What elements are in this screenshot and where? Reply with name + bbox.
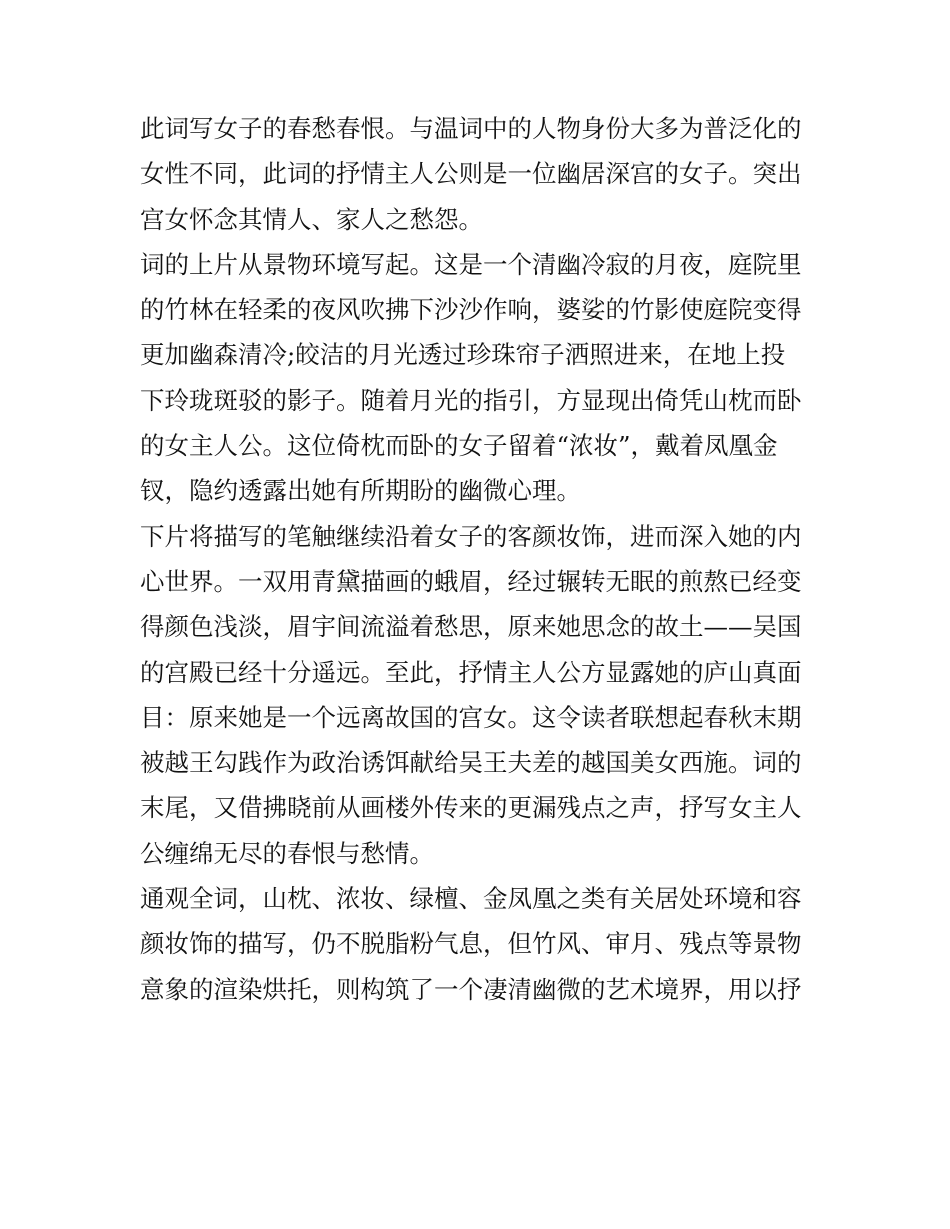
text-line: 意象的渲染烘托，则构筑了一个凄清幽微的艺术境界，用以抒 [140,974,802,1004]
text-line: 末尾，又借拂晓前从画楼外传来的更漏残点之声，抒写女主人 [140,793,802,823]
text-line: 下玲珑斑驳的影子。随着月光的指引，方显现出倚凭山枕而卧 [140,385,802,415]
text-line: 通观全词，山枕、浓妆、绿檀、金凤凰之类有关居处环境和容 [140,884,802,914]
text-line: 的竹林在轻柔的夜风吹拂下沙沙作响，婆娑的竹影使庭院变得 [140,295,802,325]
text-line: 目：原来她是一个远离故国的宫女。这令读者联想起春秋末期 [140,702,802,732]
text-line: 此词写女子的春愁春恨。与温词中的人物身份大多为普泛化的 [140,114,802,143]
text-line: 公缠绵无尽的春恨与愁情。 [140,838,434,868]
text-line: 下片将描写的笔触继续沿着女子的客颜妆饰，进而深入她的内 [140,521,802,551]
text-line: 心世界。一双用青黛描画的蛾眉，经过辗转无眠的煎熬已经变 [140,566,802,596]
text-line: 颜妆饰的描写，仍不脱脂粉气息，但竹风、审月、残点等景物 [140,929,802,959]
text-line: 词的上片从景物环境写起。这是一个清幽冷寂的月夜，庭院里 [140,249,802,279]
text-line: 的宫殿已经十分遥远。至此，抒情主人公方显露她的庐山真面 [140,657,802,687]
text-line: 被越王勾践作为政治诱饵献给吴王夫差的越国美女西施。词的 [140,748,802,778]
text-line: 更加幽森清冷;皎洁的月光透过珍珠帘子洒照进来，在地上投 [140,340,786,370]
document-body [140,106,820,1012]
text-line: 女性不同，此词的抒情主人公则是一位幽居深宫的女子。突出 [140,159,802,189]
text-line: 宫女怀念其情人、家人之愁怨。 [140,204,483,234]
text-line: 的女主人公。这位倚枕而卧的女子留着“浓妆”，戴着凤凰金 [140,431,778,461]
text-line: 钗，隐约透露出她有所期盼的幽微心理。 [140,476,581,506]
text-line: 得颜色浅淡，眉宇间流溢着愁思，原来她思念的故土——吴国 [140,612,802,642]
